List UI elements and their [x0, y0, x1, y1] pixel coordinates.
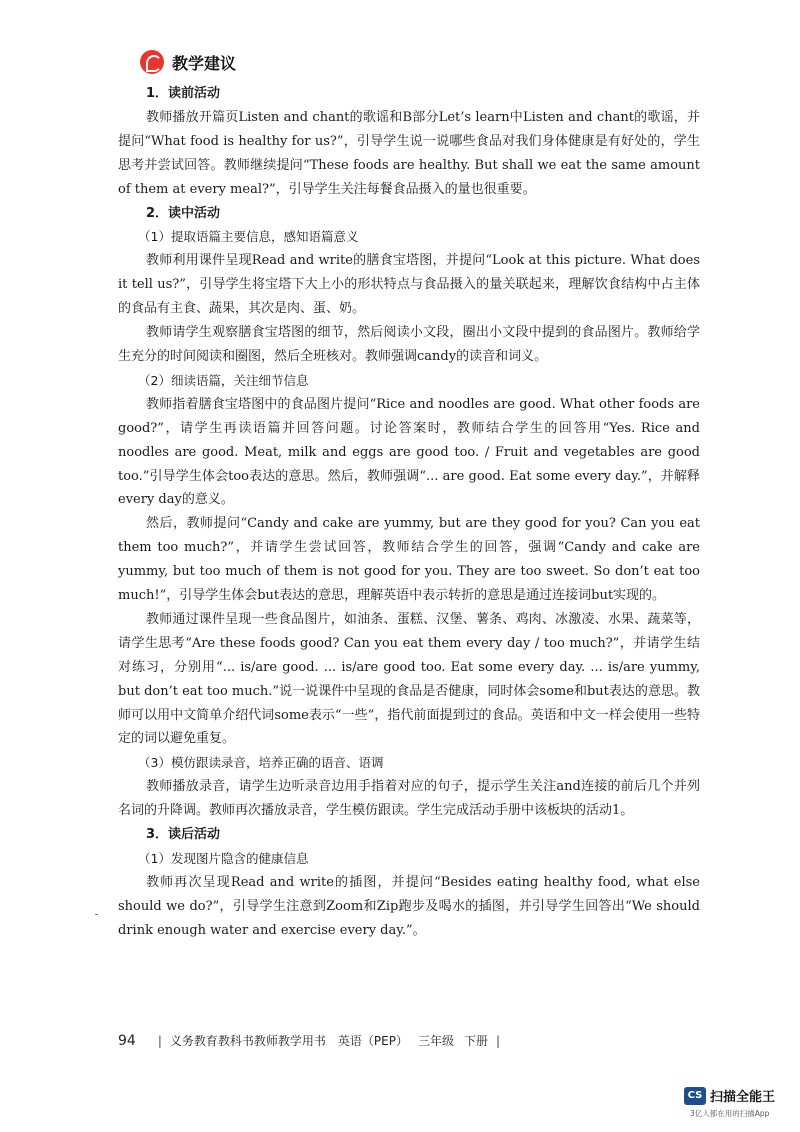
section-header: [140, 50, 236, 74]
paragraph: 教师通过课件呈现一些食品图片，如油条、蛋糕、汉堡、薯条、鸡肉、冰激凌、水果、蔬菜等，请学生思考“Are these foods good? Can you eat them every day / too much?”，并请学生结对练习，分别用“... is/are good. ... is/are good too. Eat some every day. ... is/are yummy, but don’t eat too much.”说一说课件中呈现的食品是否健康，同时体会some和but表达的意思。教师可以用中文简单介绍代词some表示“一些”，指代前面提到过的食品。英语和中文一样会使用一些特定的词以避免重复。: [118, 611, 700, 747]
footer-divider: |: [157, 1033, 162, 1048]
scanner-watermark: [684, 1086, 775, 1105]
watermark-name: 扫描全能王: [710, 1090, 776, 1105]
watermark-tagline: 3亿人都在用的扫描App: [690, 1109, 770, 1118]
book-title: 义务教育教科书教师教学用书: [169, 1034, 326, 1048]
margin-mark: [95, 914, 98, 915]
subsection-heading: （1）提取语篇主要信息，感知语篇意义: [138, 229, 359, 245]
subsection-heading: （3）模仿跟读录音，培养正确的语音、语调: [138, 755, 384, 771]
camscanner-logo-icon: CS: [684, 1087, 706, 1105]
paragraph: 教师请学生观察膳食宝塔图的细节，然后阅读小文段，圈出小文段中提到的食品图片。教师给学生充分的时间阅读和圈图，然后全班核对。教师强调candy的读音和词义。: [118, 325, 700, 364]
section-heading: 1．读前活动: [146, 86, 221, 101]
section-heading: 2．读中活动: [146, 205, 221, 221]
grade: 三年级: [417, 1034, 454, 1048]
brand-logo-icon: [140, 50, 164, 74]
paragraph: 教师再次呈现Read and write的插图，并提问“Besides eating healthy food, what else should we do?”，引导学生注意到Zoom和Zip跑步及喝水的插图，并引导学生回答出“We should drink enough water and exercise every day.”。: [118, 874, 700, 938]
page-number: 94: [118, 1032, 136, 1049]
paragraph: 教师播放开篇页Listen and chant的歌谣和B部分Let’s learn中Listen and chant的歌谣，并提问“What food is healthy for us?”，引导学生说一说哪些食品对我们身体健康是有好处的，学生思考并尝试回答。教师继续提问“These foods are healthy. But shall we eat the same amount of them at every meal?”，引导学生关注每餐食品摄入的量也很重要。: [118, 109, 700, 197]
subsection-heading: （1）发现图片隐含的健康信息: [138, 851, 309, 866]
section-title: 教学建议: [172, 53, 237, 73]
paragraph: 然后，教师提问“Candy and cake are yummy, but are they good for you? Can you eat them too much?”，并请学生尝试回答，教师结合学生的回答，强调“Candy and cake are yummy, but too much of them is not good for you. They are too sweet. So don’t eat too much!”，引导学生体会but表达的意思，理解英语中表示转折的意思是通过连接词but实现的。: [118, 516, 700, 604]
paragraph: 教师指着膳食宝塔图中的食品图片提问“Rice and noodles are good. What other foods are good?”，请学生再读语篇并回答问题。讨论答案时，教师结合学生的回答用“Yes. Rice and noodles are good. Meat, milk and eggs are good too. / Fruit and vegetables are good too.”引导学生体会too表达的意思。然后，教师强调“... are good. Eat some every day.”，并解释every day的意义。: [118, 396, 700, 508]
page-footer: [118, 1032, 508, 1049]
subject: 英语（PEP）: [337, 1034, 408, 1048]
paragraph: 教师利用课件呈现Read and write的膳食宝塔图，并提问“Look at this picture. What does it tell us?”，引导学生将宝塔下大上小的形状特点与食品摄入的量关联起来，理解饮食结构中占主体的食品有主食、蔬果，其次是肉、蛋、奶。: [118, 253, 700, 317]
section-heading: 3．读后活动: [146, 827, 221, 843]
footer-divider: |: [495, 1033, 501, 1048]
paragraph: 教师播放录音，请学生边听录音边用手指着对应的句子，提示学生关注and连接的前后几个并列名词的升降调。教师再次播放录音，学生模仿跟读。学生完成活动手册中该板块的活动1。: [118, 779, 700, 819]
volume: 下册: [463, 1034, 488, 1048]
subsection-heading: （2）细读语篇，关注细节信息: [138, 372, 309, 388]
body-content: [118, 82, 700, 943]
